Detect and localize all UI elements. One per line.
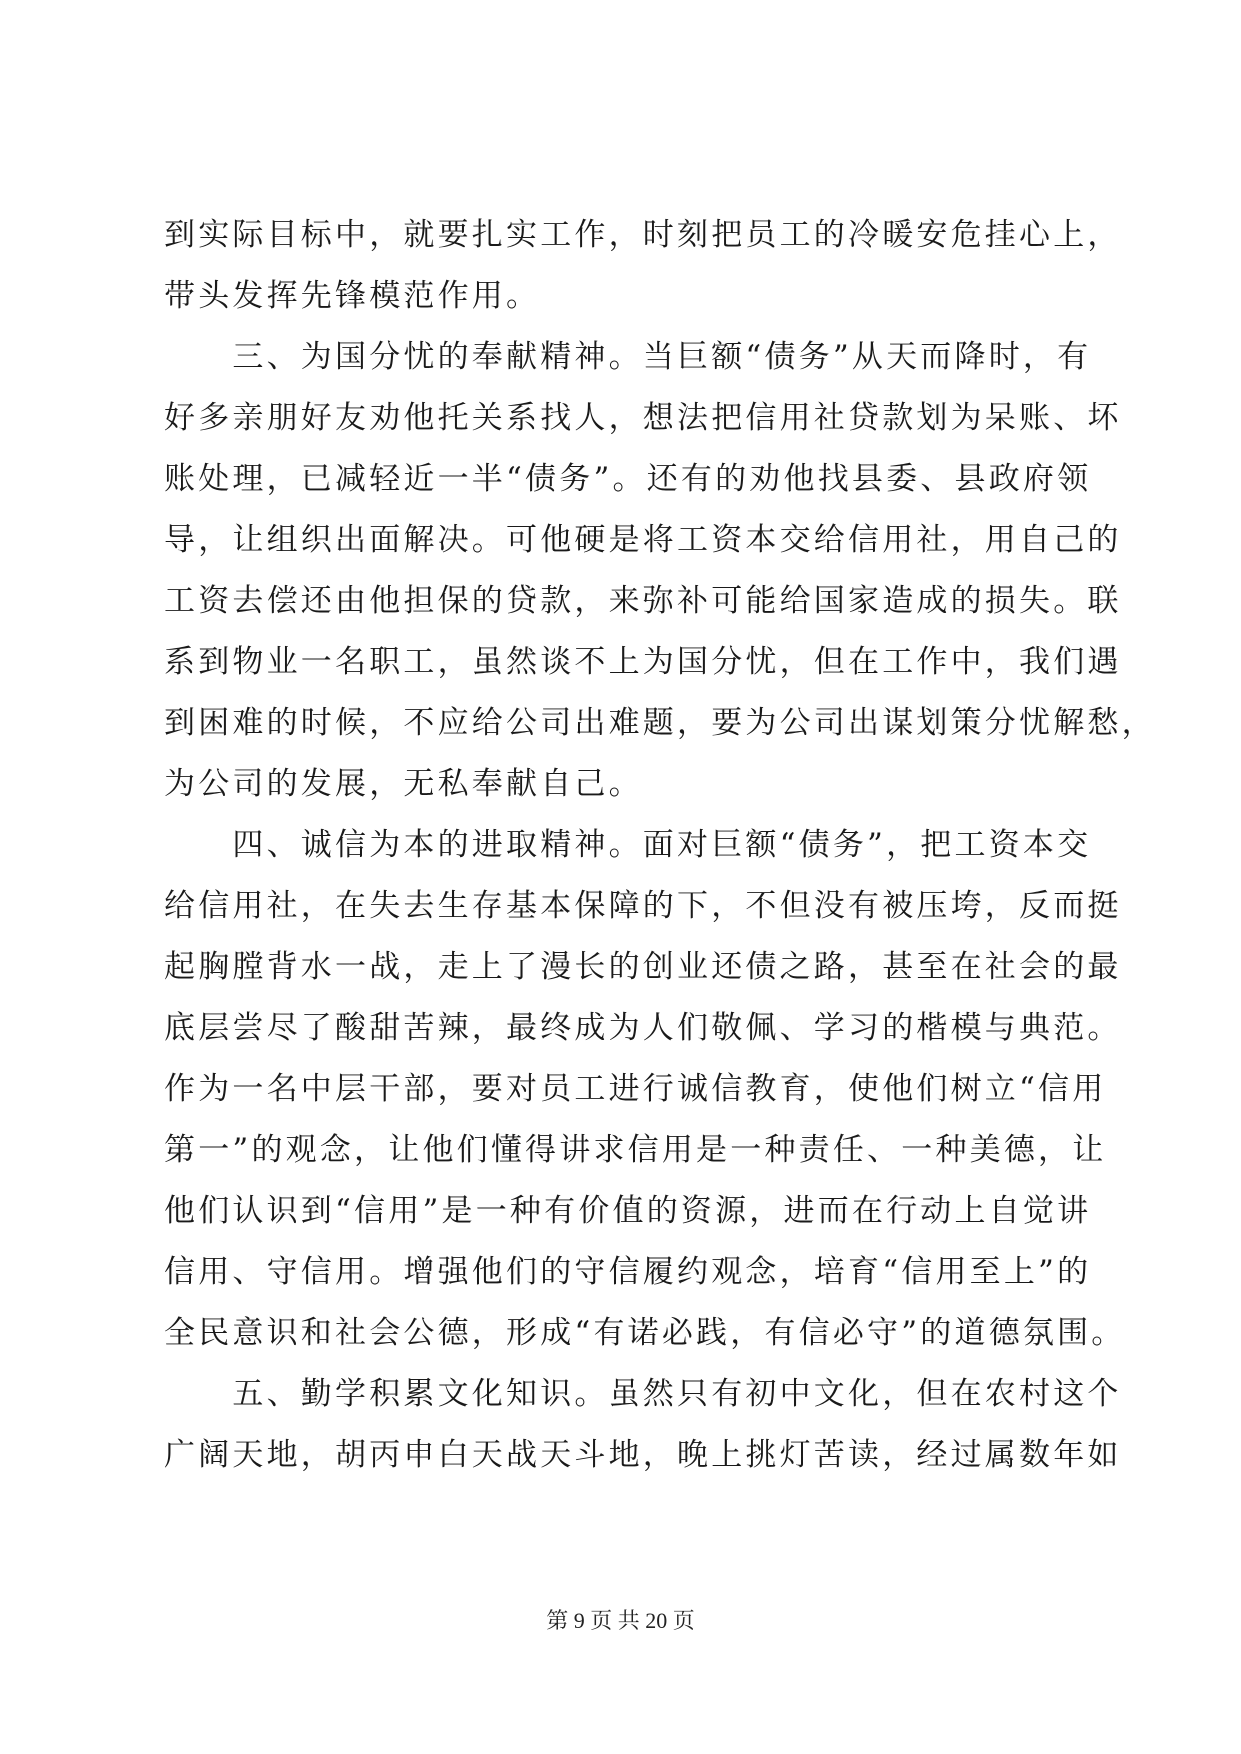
- text-line: 账处理，已减轻近一半“债务”。还有的劝他找县委、县政府领: [164, 461, 1092, 497]
- text-line: 五、勤学积累文化知识。虽然只有初中文化，但在农村这个: [164, 1376, 1122, 1412]
- text-line: 给信用社，在失去生存基本保障的下，不但没有被压垮，反而挺: [164, 888, 1122, 924]
- text-line: 工资去偿还由他担保的贷款，来弥补可能给国家造成的损失。联: [164, 583, 1122, 619]
- text-line: 为公司的发展，无私奉献自己。: [164, 766, 643, 802]
- text-line: 到实际目标中，就要扎实工作，时刻把员工的冷暖安危挂心上，: [164, 217, 1122, 253]
- text-line: 系到物业一名职工，虽然谈不上为国分忧，但在工作中，我们遇: [164, 644, 1122, 680]
- text-line: 第一”的观念，让他们懂得讲求信用是一种责任、一种美德，让: [164, 1132, 1107, 1168]
- text-line: 起胸膛背水一战，走上了漫长的创业还债之路，甚至在社会的最: [164, 949, 1122, 985]
- text-line: 广阔天地，胡丙申白天战天斗地，晚上挑灯苦读，经过属数年如: [164, 1437, 1122, 1473]
- text-line: 全民意识和社会公德，形成“有诺必践，有信必守”的道德氛围。: [164, 1315, 1126, 1351]
- text-line: 三、为国分忧的奉献精神。当巨额“债务”从天而降时，有: [164, 339, 1092, 375]
- text-line: 好多亲朋好友劝他托关系找人，想法把信用社贷款划为呆账、坏: [164, 400, 1122, 436]
- text-line: 信用、守信用。增强他们的守信履约观念，培育“信用至上”的: [164, 1254, 1092, 1290]
- text-line: 底层尝尽了酸甜苦辣，最终成为人们敬佩、学习的楷模与典范。: [164, 1010, 1122, 1046]
- text-line: 导，让组织出面解决。可他硬是将工资本交给信用社，用自己的: [164, 522, 1122, 558]
- text-line: 四、诚信为本的进取精神。面对巨额“债务”，把工资本交: [164, 827, 1092, 863]
- text-line: 他们认识到“信用”是一种有价值的资源，进而在行动上自觉讲: [164, 1193, 1092, 1229]
- text-line: 带头发挥先锋模范作用。: [164, 278, 541, 314]
- page-number-footer: 第 9 页 共 20 页: [546, 1608, 695, 1633]
- text-line: 到困难的时候，不应给公司出难题，要为公司出谋划策分忧解愁，: [164, 705, 1156, 741]
- text-line: 作为一名中层干部，要对员工进行诚信教育，使他们树立“信用: [164, 1071, 1107, 1107]
